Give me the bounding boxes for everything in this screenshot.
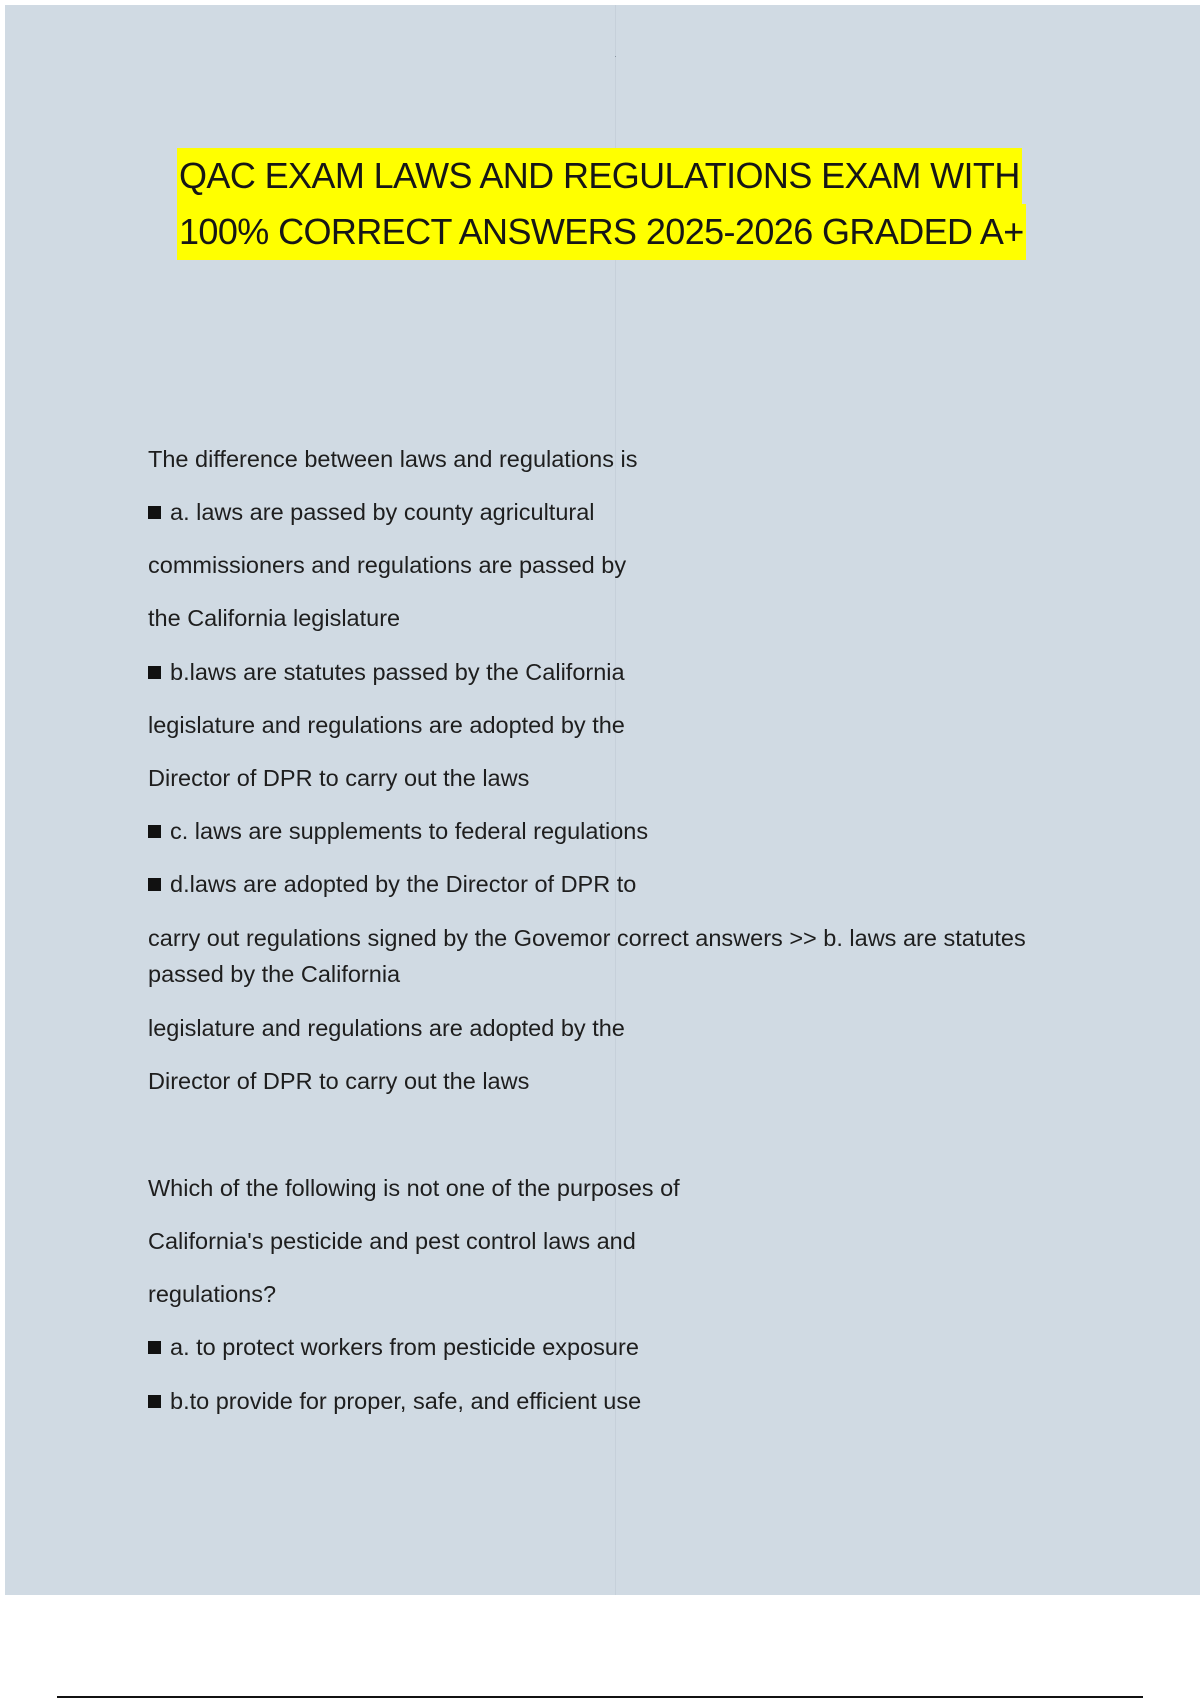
question-1-option-d-and-answer: carry out regulations signed by the Govemor correct answers >> b. laws are statutes passed by the California — [148, 925, 1026, 987]
document-title — [177, 148, 1057, 260]
question-2-option-a: a. to protect workers from pesticide exposure — [148, 1329, 639, 1365]
bullet-icon — [148, 878, 161, 891]
question-2-stem-line-3: regulations? — [148, 1281, 277, 1307]
bullet-icon — [148, 506, 161, 519]
page-bottom-rule — [57, 1696, 1143, 1698]
question-2-stem: Which of the following is not one of the purposes of — [148, 1175, 680, 1201]
page-mark — [615, 56, 616, 57]
title-line-1: QAC EXAM LAWS AND REGULATIONS EXAM WITH — [177, 148, 1022, 204]
question-1-option-a: a. laws are passed by county agricultural — [148, 494, 595, 530]
question-1-answer-line-3: Director of DPR to carry out the laws — [148, 1068, 530, 1094]
bullet-icon — [148, 1341, 161, 1354]
bullet-icon — [148, 1395, 161, 1408]
question-1-option-b: b.laws are statutes passed by the California — [148, 654, 625, 690]
question-1-option-c: c. laws are supplements to federal regulations — [148, 813, 648, 849]
question-1-option-d: d.laws are adopted by the Director of DPR to — [148, 866, 636, 902]
question-2-stem-line-2: California's pesticide and pest control laws and — [148, 1228, 636, 1254]
question-1-option-b-line-2: legislature and regulations are adopted by the — [148, 712, 625, 738]
question-1-stem: The difference between laws and regulations is — [148, 446, 638, 472]
bullet-icon — [148, 825, 161, 838]
question-1-option-a-line-3: the California legislature — [148, 605, 401, 631]
bullet-icon — [148, 666, 161, 679]
question-1-option-a-line-2: commissioners and regulations are passed by — [148, 552, 627, 578]
question-2-option-b: b.to provide for proper, safe, and efficient use — [148, 1383, 641, 1419]
question-1-answer-line-2: legislature and regulations are adopted by the — [148, 1015, 625, 1041]
question-1-option-b-line-3: Director of DPR to carry out the laws — [148, 765, 530, 791]
title-line-2: 100% CORRECT ANSWERS 2025-2026 GRADED A+ — [177, 204, 1026, 260]
